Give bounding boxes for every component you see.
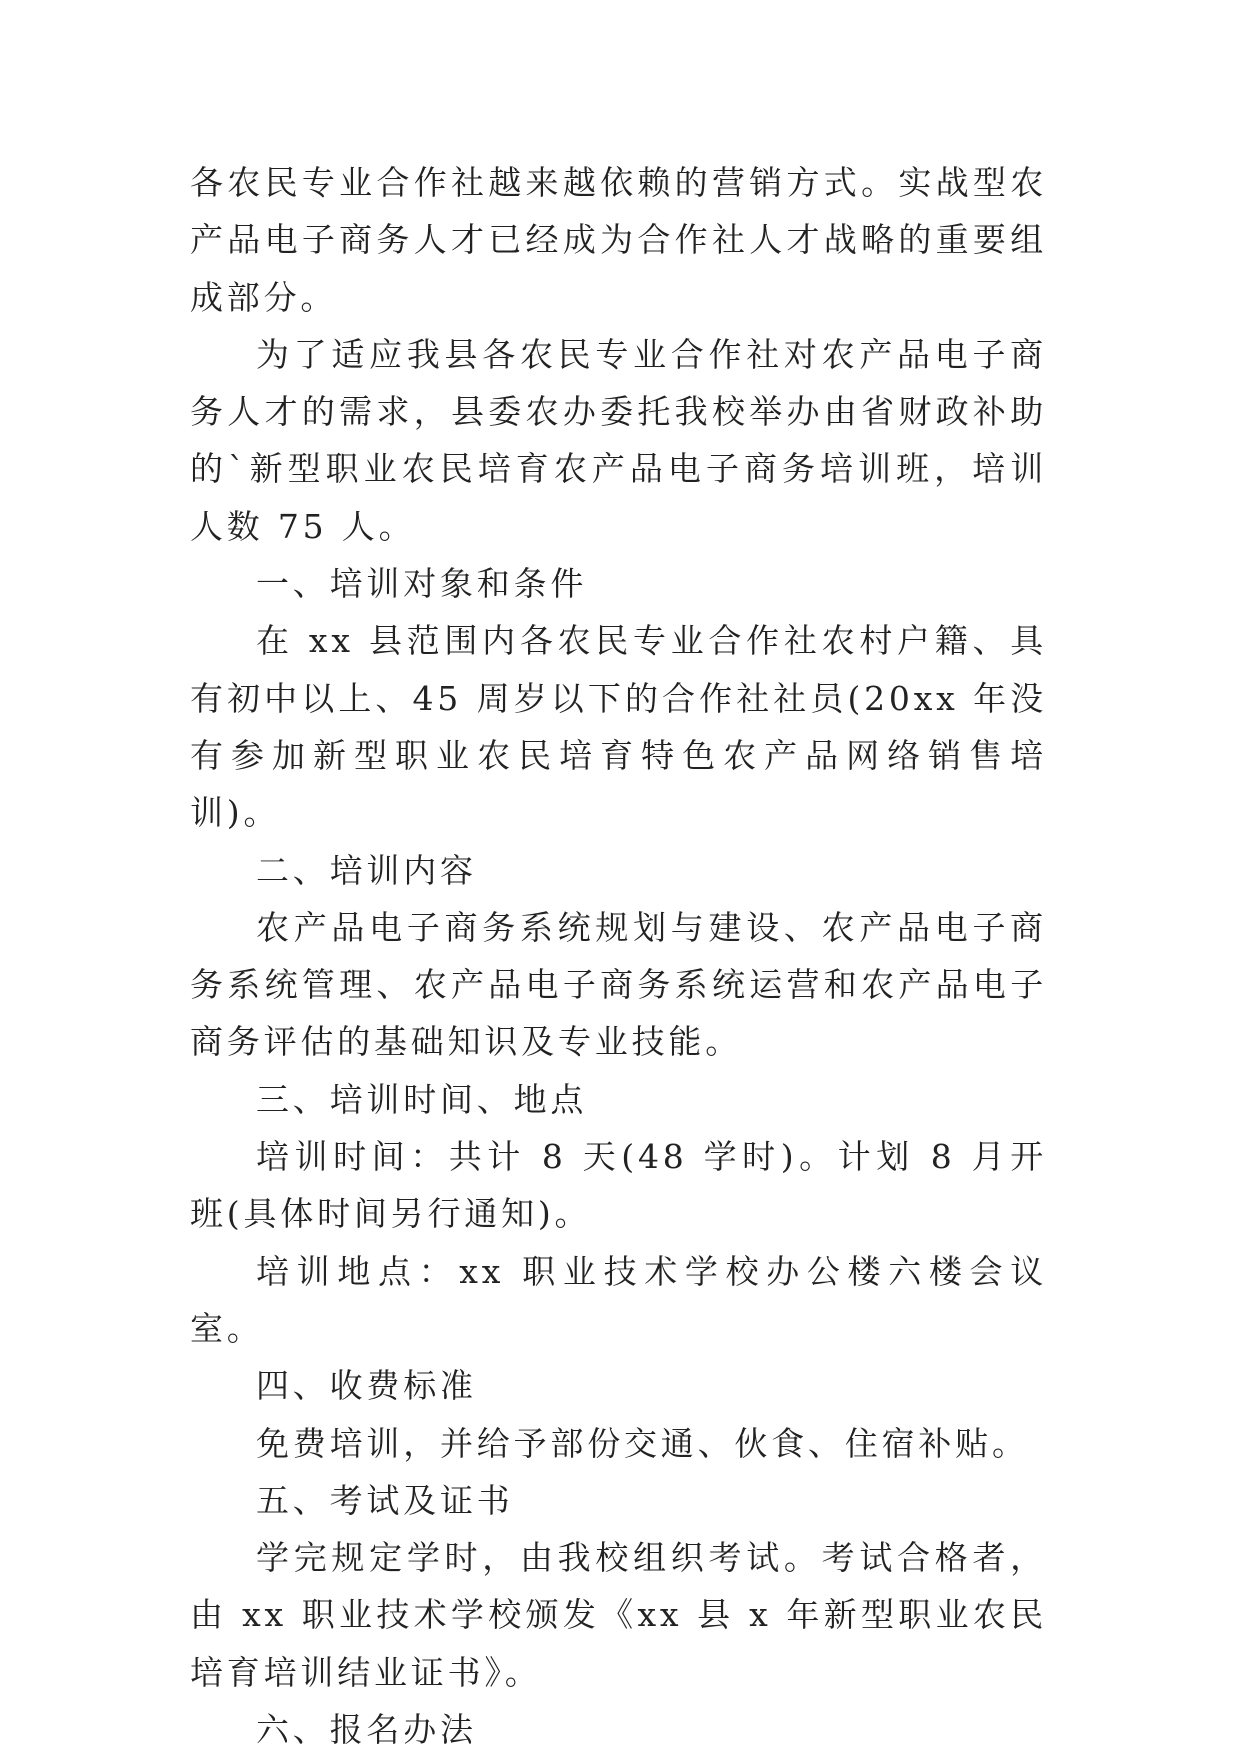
- paragraph-fees: 免费培训，并给予部份交通、伙食、住宿补贴。: [256, 1423, 1029, 1463]
- section-heading-2: 二、培训内容: [256, 850, 477, 890]
- paragraph-trainee-criteria: 在 xx 县范围内各农民专业合作社农村户籍、具有初中以上、45 周岁以下的合作社社员(20xx 年没有参加新型职业农民培育特色农产品网络销售培训)。: [190, 621, 1047, 833]
- section-heading-5: 五、考试及证书: [256, 1480, 514, 1520]
- paragraph-intro-continuation: 各农民专业合作社越来越依赖的营销方式。实战型农产品电子商务人才已经成为合作社人才战略的重要组成部分。: [190, 163, 1047, 317]
- paragraph-training-content: 农产品电子商务系统规划与建设、农产品电子商务系统管理、农产品电子商务系统运营和农产品电子商务评估的基础知识及专业技能。: [190, 907, 1047, 1062]
- paragraph-purpose: 为了适应我县各农民专业合作社对农产品电子商务人才的需求，县委农办委托我校举办由省财政补助的`新型职业农民培育农产品电子商务培训班，培训人数 75 人。: [190, 334, 1047, 546]
- paragraph-exam-certificate: 学完规定学时，由我校组织考试。考试合格者，由 xx 职业技术学校颁发《xx 县 x 年新型职业农民培育培训结业证书》。: [190, 1538, 1047, 1692]
- section-heading-6: 六、报名办法: [256, 1710, 477, 1750]
- section-heading-4: 四、收费标准: [256, 1366, 477, 1406]
- paragraph-training-time: 培训时间：共计 8 天(48 学时)。计划 8 月开班(具体时间另行通知)。: [190, 1137, 1047, 1234]
- section-heading-3: 三、培训时间、地点: [256, 1079, 588, 1119]
- section-heading-1: 一、培训对象和条件: [256, 564, 588, 604]
- document-body: [190, 154, 1047, 1758]
- paragraph-training-location: 培训地点：xx 职业技术学校办公楼六楼会议室。: [190, 1251, 1047, 1348]
